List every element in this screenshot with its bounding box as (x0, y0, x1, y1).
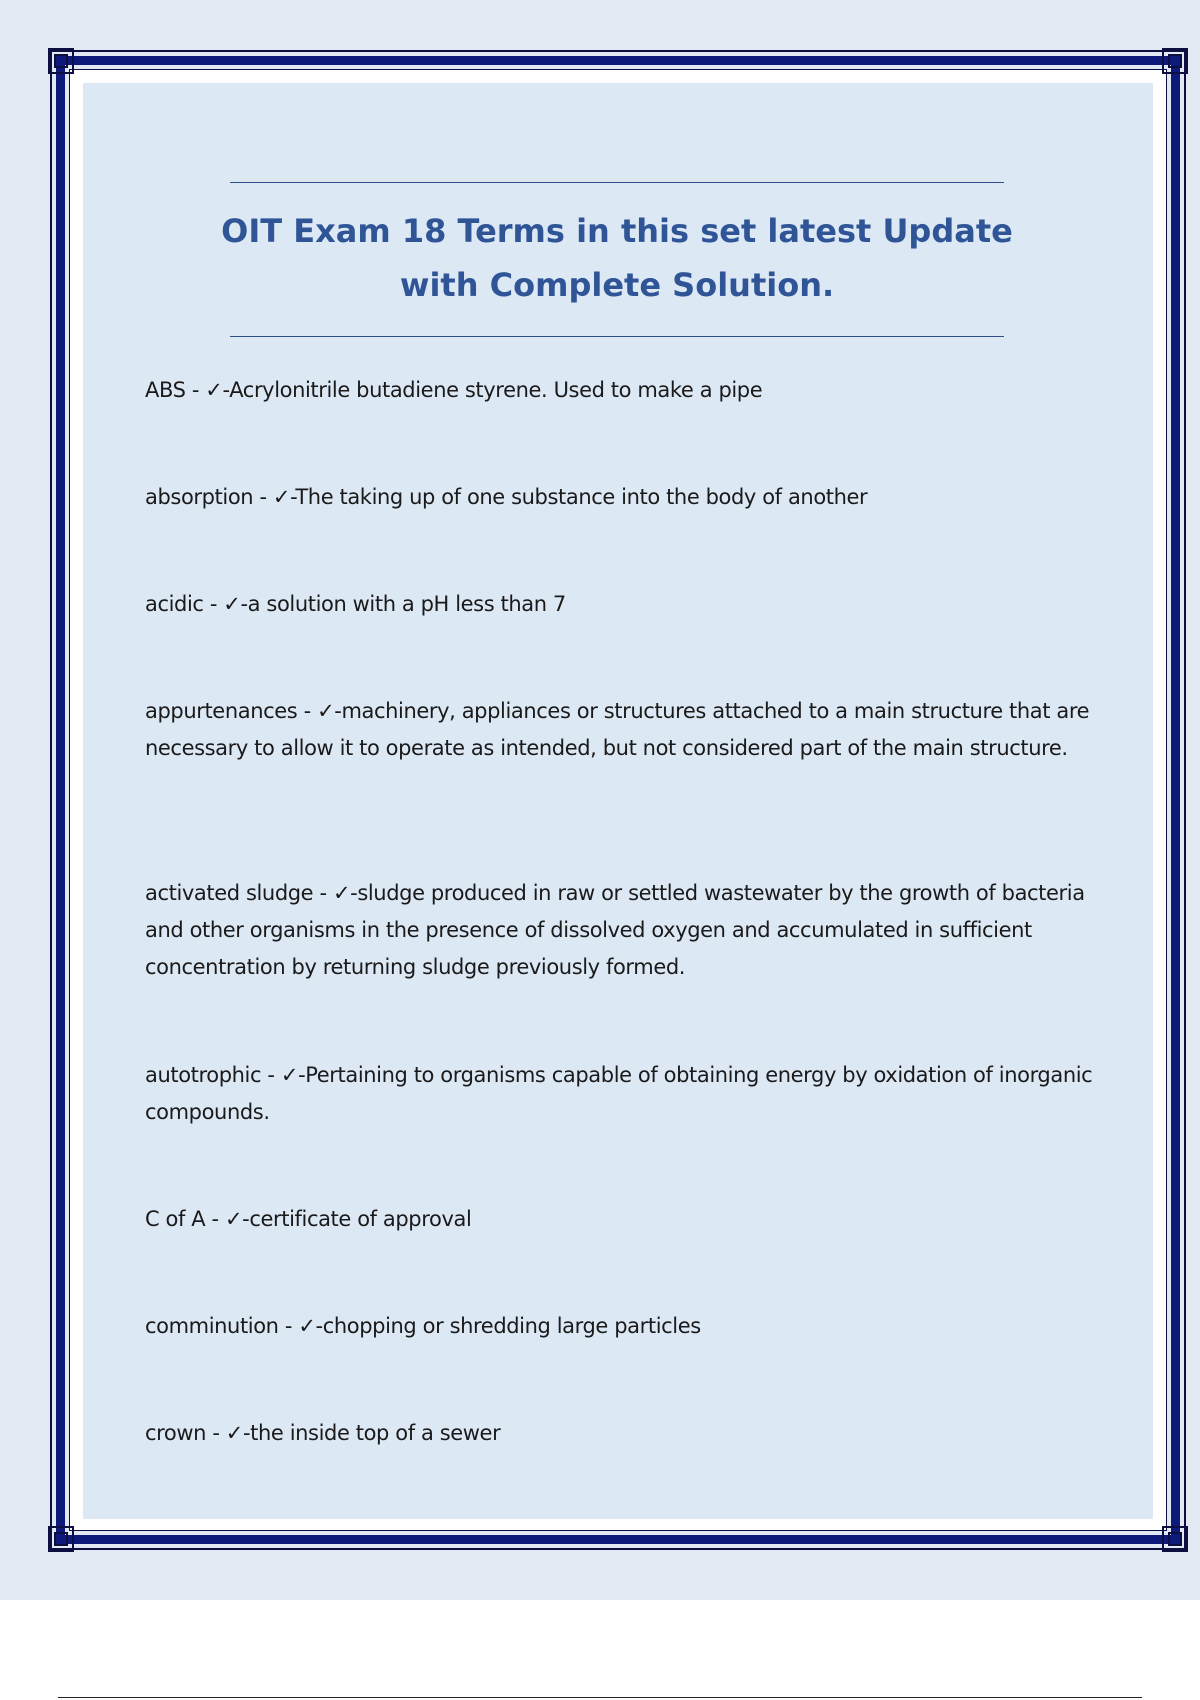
term-entry (145, 1057, 1105, 1131)
checkmark-icon: ✓ (223, 592, 241, 616)
corner-ornament-top-right (1162, 48, 1188, 74)
term-entry (145, 586, 1105, 623)
corner-ornament-top-left (48, 48, 74, 74)
term-name: acidic (145, 592, 204, 616)
term-separator: - (297, 699, 318, 723)
term-entry (145, 875, 1105, 986)
term-separator: - (185, 378, 206, 402)
checkmark-icon: ✓ (332, 881, 351, 905)
term-name: activated sludge (145, 881, 314, 905)
term-separator: - (313, 881, 333, 905)
term-definition: -sludge produced in raw or settled wastewater by the growth of bacteria and other organisms in the presence of dissolved oxygen and accumulated in sufficient concentration by returning sludge previously formed. (145, 881, 1085, 979)
term-entry (145, 1308, 1105, 1345)
term-separator: - (206, 1421, 226, 1445)
corner-ornament-bottom-left (48, 1526, 74, 1552)
term-separator: - (253, 485, 273, 509)
term-entry (145, 479, 1105, 516)
term-separator: - (205, 1207, 225, 1231)
title-rule-bottom (230, 336, 1004, 337)
footer-rule (58, 1697, 1142, 1698)
term-definition: -chopping or shredding large particles (315, 1314, 701, 1338)
term-name: appurtenances (145, 699, 298, 723)
term-definition: -a solution with a pH less than 7 (240, 592, 566, 616)
term-entry (145, 1415, 1105, 1452)
term-definition: -Acrylonitrile butadiene styrene. Used to make a pipe (222, 378, 763, 402)
term-name: ABS (145, 378, 186, 402)
term-name: absorption (145, 485, 254, 509)
term-name: C of A (145, 1207, 206, 1231)
term-definition: -the inside top of a sewer (243, 1421, 501, 1445)
term-definition: -The taking up of one substance into the body of another (290, 485, 868, 509)
title-rule-top (230, 182, 1004, 183)
checkmark-icon: ✓ (317, 699, 335, 723)
term-definition: -machinery, appliances or structures attached to a main structure that are necessary to allow it to operate as intended, but not considered part of the main structure. (145, 699, 1090, 760)
checkmark-icon: ✓ (280, 1063, 299, 1087)
term-name: comminution (145, 1314, 279, 1338)
checkmark-icon: ✓ (205, 378, 223, 402)
checkmark-icon: ✓ (272, 485, 291, 509)
checkmark-icon: ✓ (224, 1207, 243, 1231)
term-definition: -Pertaining to organisms capable of obtaining energy by oxidation of inorganic compounds. (145, 1063, 1093, 1124)
term-separator: - (278, 1314, 299, 1338)
term-definition: -certificate of approval (242, 1207, 472, 1231)
term-separator: - (203, 592, 224, 616)
document-title: OIT Exam 18 Terms in this set latest Update with Complete Solution. (221, 212, 1013, 304)
term-name: autotrophic (145, 1063, 262, 1087)
term-separator: - (261, 1063, 281, 1087)
checkmark-icon: ✓ (225, 1421, 243, 1445)
term-entry (145, 1201, 1105, 1238)
term-entry (145, 372, 1105, 409)
term-name: crown (145, 1421, 207, 1445)
checkmark-icon: ✓ (298, 1314, 316, 1338)
corner-ornament-bottom-right (1162, 1526, 1188, 1552)
term-entry (145, 693, 1105, 767)
